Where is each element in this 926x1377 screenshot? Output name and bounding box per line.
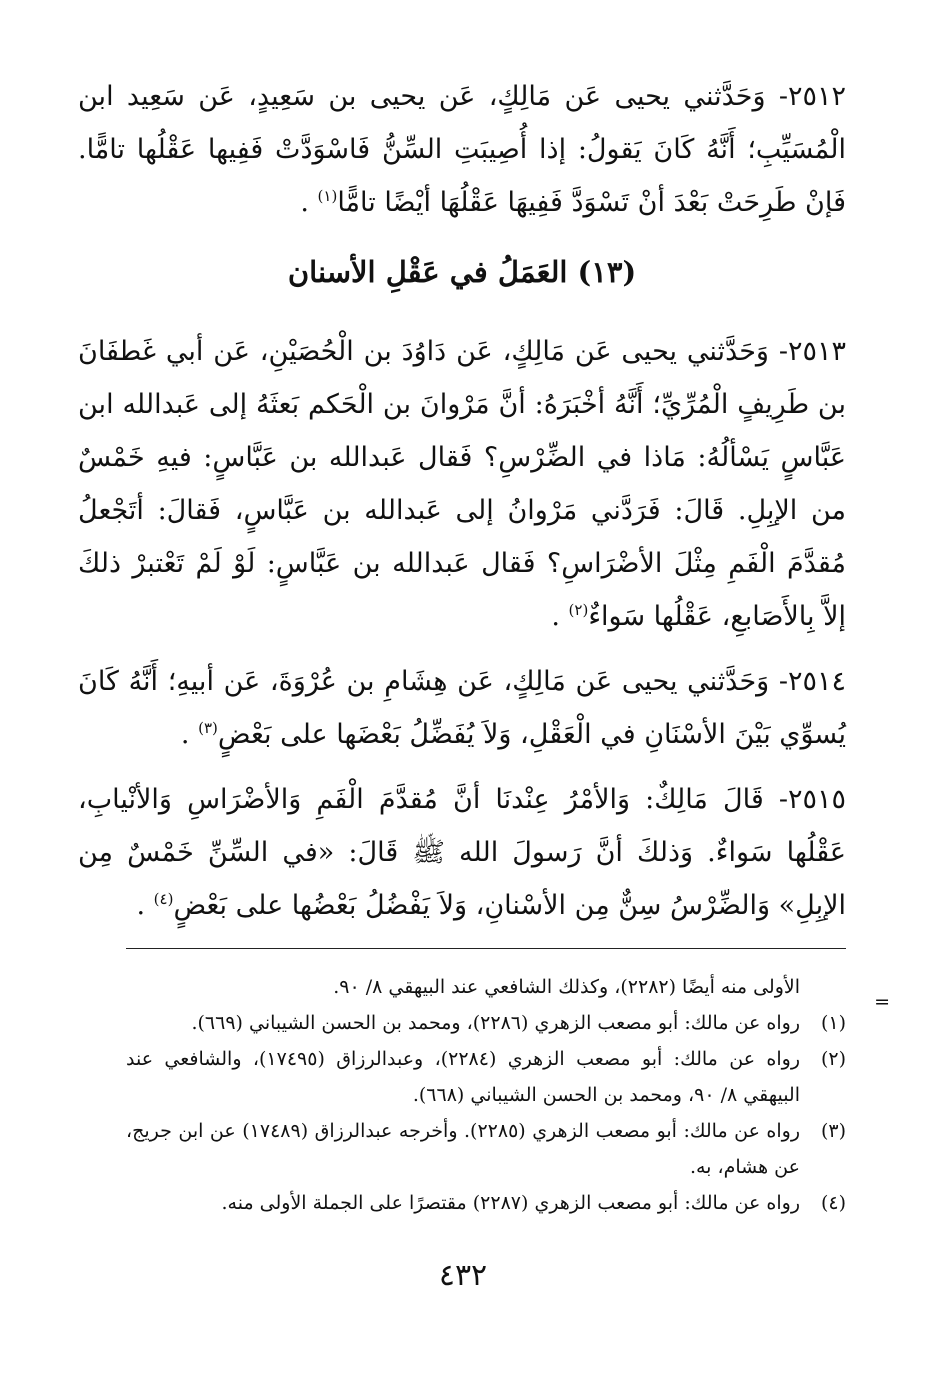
footnote-3 [126,1113,846,1185]
footnotes-section [78,948,890,1221]
hadith-end: . [551,601,569,632]
footnote-1 [126,1005,846,1041]
hadith-2513 [78,325,846,643]
footnote-2 [126,1041,846,1113]
hadith-text: ٢٥١٥- قَالَ مَالِكٌ: وَالأمْرُ عِنْدنَا أنَّ مُقدَّمَ الْفَمِ وَالأضْرَاسِ وَالأنْيابِ، عَقْلُها سَواءٌ. وَذلكَ أنَّ رَسولَ الله ﷺ قَالَ: «في السِّنِّ خَمْسٌ مِن الإبِلِ» وَالضِّرْسُ سِنٌّ مِن الأسْنانِ، وَلاَ يَفْضُلُ بَعْضُها على بَعْضٍ [78,784,846,921]
footnote-text: رواه عن مالك: أبو مصعب الزهري (٢٢٨٥). وأخرجه عبدالرزاق (١٧٤٨٩) عن ابن جريج، عن هشام، به. [126,1120,801,1178]
footnote-text: رواه عن مالك: أبو مصعب الزهري (٢٢٨٧) مقتصرًا على الجملة الأولى منه. [221,1192,800,1214]
hadith-2512 [78,70,846,229]
footnote-ref: (٢) [568,601,589,619]
hadith-text: ٢٥١٤- وَحَدَّثني يحيى عَن مَالِكٍ، عَن هِشَامِ بن عُرْوَةَ، عَن أبيهِ؛ أَنَّهُ كَانَ يُسوِّي بَيْنَ الأسْنَانِ في الْعَقْلِ، وَلاَ يُفَضِّلُ بَعْضَها على بَعْضٍ [78,666,846,750]
footnote-number: (٤) [820,1192,846,1214]
footnotes-rule [126,948,890,1221]
footnote-text: رواه عن مالك: أبو مصعب الزهري (٢٢٨٦)، ومحمد بن الحسن الشيباني (٦٦٩). [191,1012,800,1034]
footnote-ref: (٣) [198,719,218,737]
footnote-number: (١) [820,1012,846,1034]
footnote-number: (٣) [820,1120,846,1142]
hadith-text: ٢٥١٣- وَحَدَّثني يحيى عَن مَالِكٍ، عَن دَاوُدَ بن الْحُصَيْنِ، عَن أبي غَطفَانَ بن طَرِيفٍ الْمُرِّيِّ؛ أَنَّهُ أخْبَرَهُ: أنَّ مَرْوانَ بن الْحَكم بَعثَهُ إلى عَبدالله ابن عَبَّاسٍ يَسْألُهُ: مَاذا في الضِّرْسِ؟ فَقال عَبدالله بن عَبَّاسٍ: فيهِ خَمْسٌ من الإبِلِ. قَالَ: فَرَدَّني مَرْوانُ إلى عَبدالله بن عَبَّاسٍ، فَقالَ: أتَجْعلُ مُقدَّمَ الْفَمِ مِثْلَ الأضْرَاسِ؟ فَقال عَبدالله بن عَبَّاسٍ: لَوْ لَمْ تَعْتبرْ ذلكَ إلاَّ بِالأَصَابعِ، عَقْلُها سَواءٌ [78,336,846,632]
hadith-text: ٢٥١٢- وَحَدَّثني يحيى عَن مَالِكٍ، عَن يحيى بن سَعِيدٍ، عَن سَعِيد ابن الْمُسَيِّبِ؛ أَنَّهُ كَانَ يَقولُ: إذا أُصِيبَتِ السِّنُّ فَاسْوَدَّتْ فَفِيها عَقْلُها تامًّا. فَإنْ طَرِحَتْ بَعْدَ أنْ تَسْوَدَّ فَفِيهَا عَقْلُهَا أيْضًا تامًّا [78,81,846,218]
continuation-mark: = [874,991,890,1013]
footnote-ref: (٤) [153,890,174,908]
hadith-end: . [180,719,199,750]
section-heading: (١٣) العَمَلُ في عَقْلِ الأسنان [287,255,637,289]
hadith-end: . [136,890,154,921]
footnote-continuation: الأولى منه أيضًا (٢٢٨٢)، وكذلك الشافعي عند البيهقي ٨/ ٩٠. [333,976,800,998]
footnote-text: رواه عن مالك: أبو مصعب الزهري (٢٢٨٤)، وعبدالرزاق (١٧٤٩٥)، والشافعي عند البيهقي ٨/ ٩٠، ومحمد بن الحسن الشيباني (٦٦٨). [126,1048,800,1106]
footnote-ref: (١) [317,187,338,205]
hadith-2514 [78,655,846,761]
footnote-number: (٢) [820,1048,846,1070]
footnote-4 [126,1185,846,1221]
hadith-end: . [300,187,318,218]
page-number: ٤٣٢ [438,1258,488,1293]
hadith-2515 [78,773,846,932]
